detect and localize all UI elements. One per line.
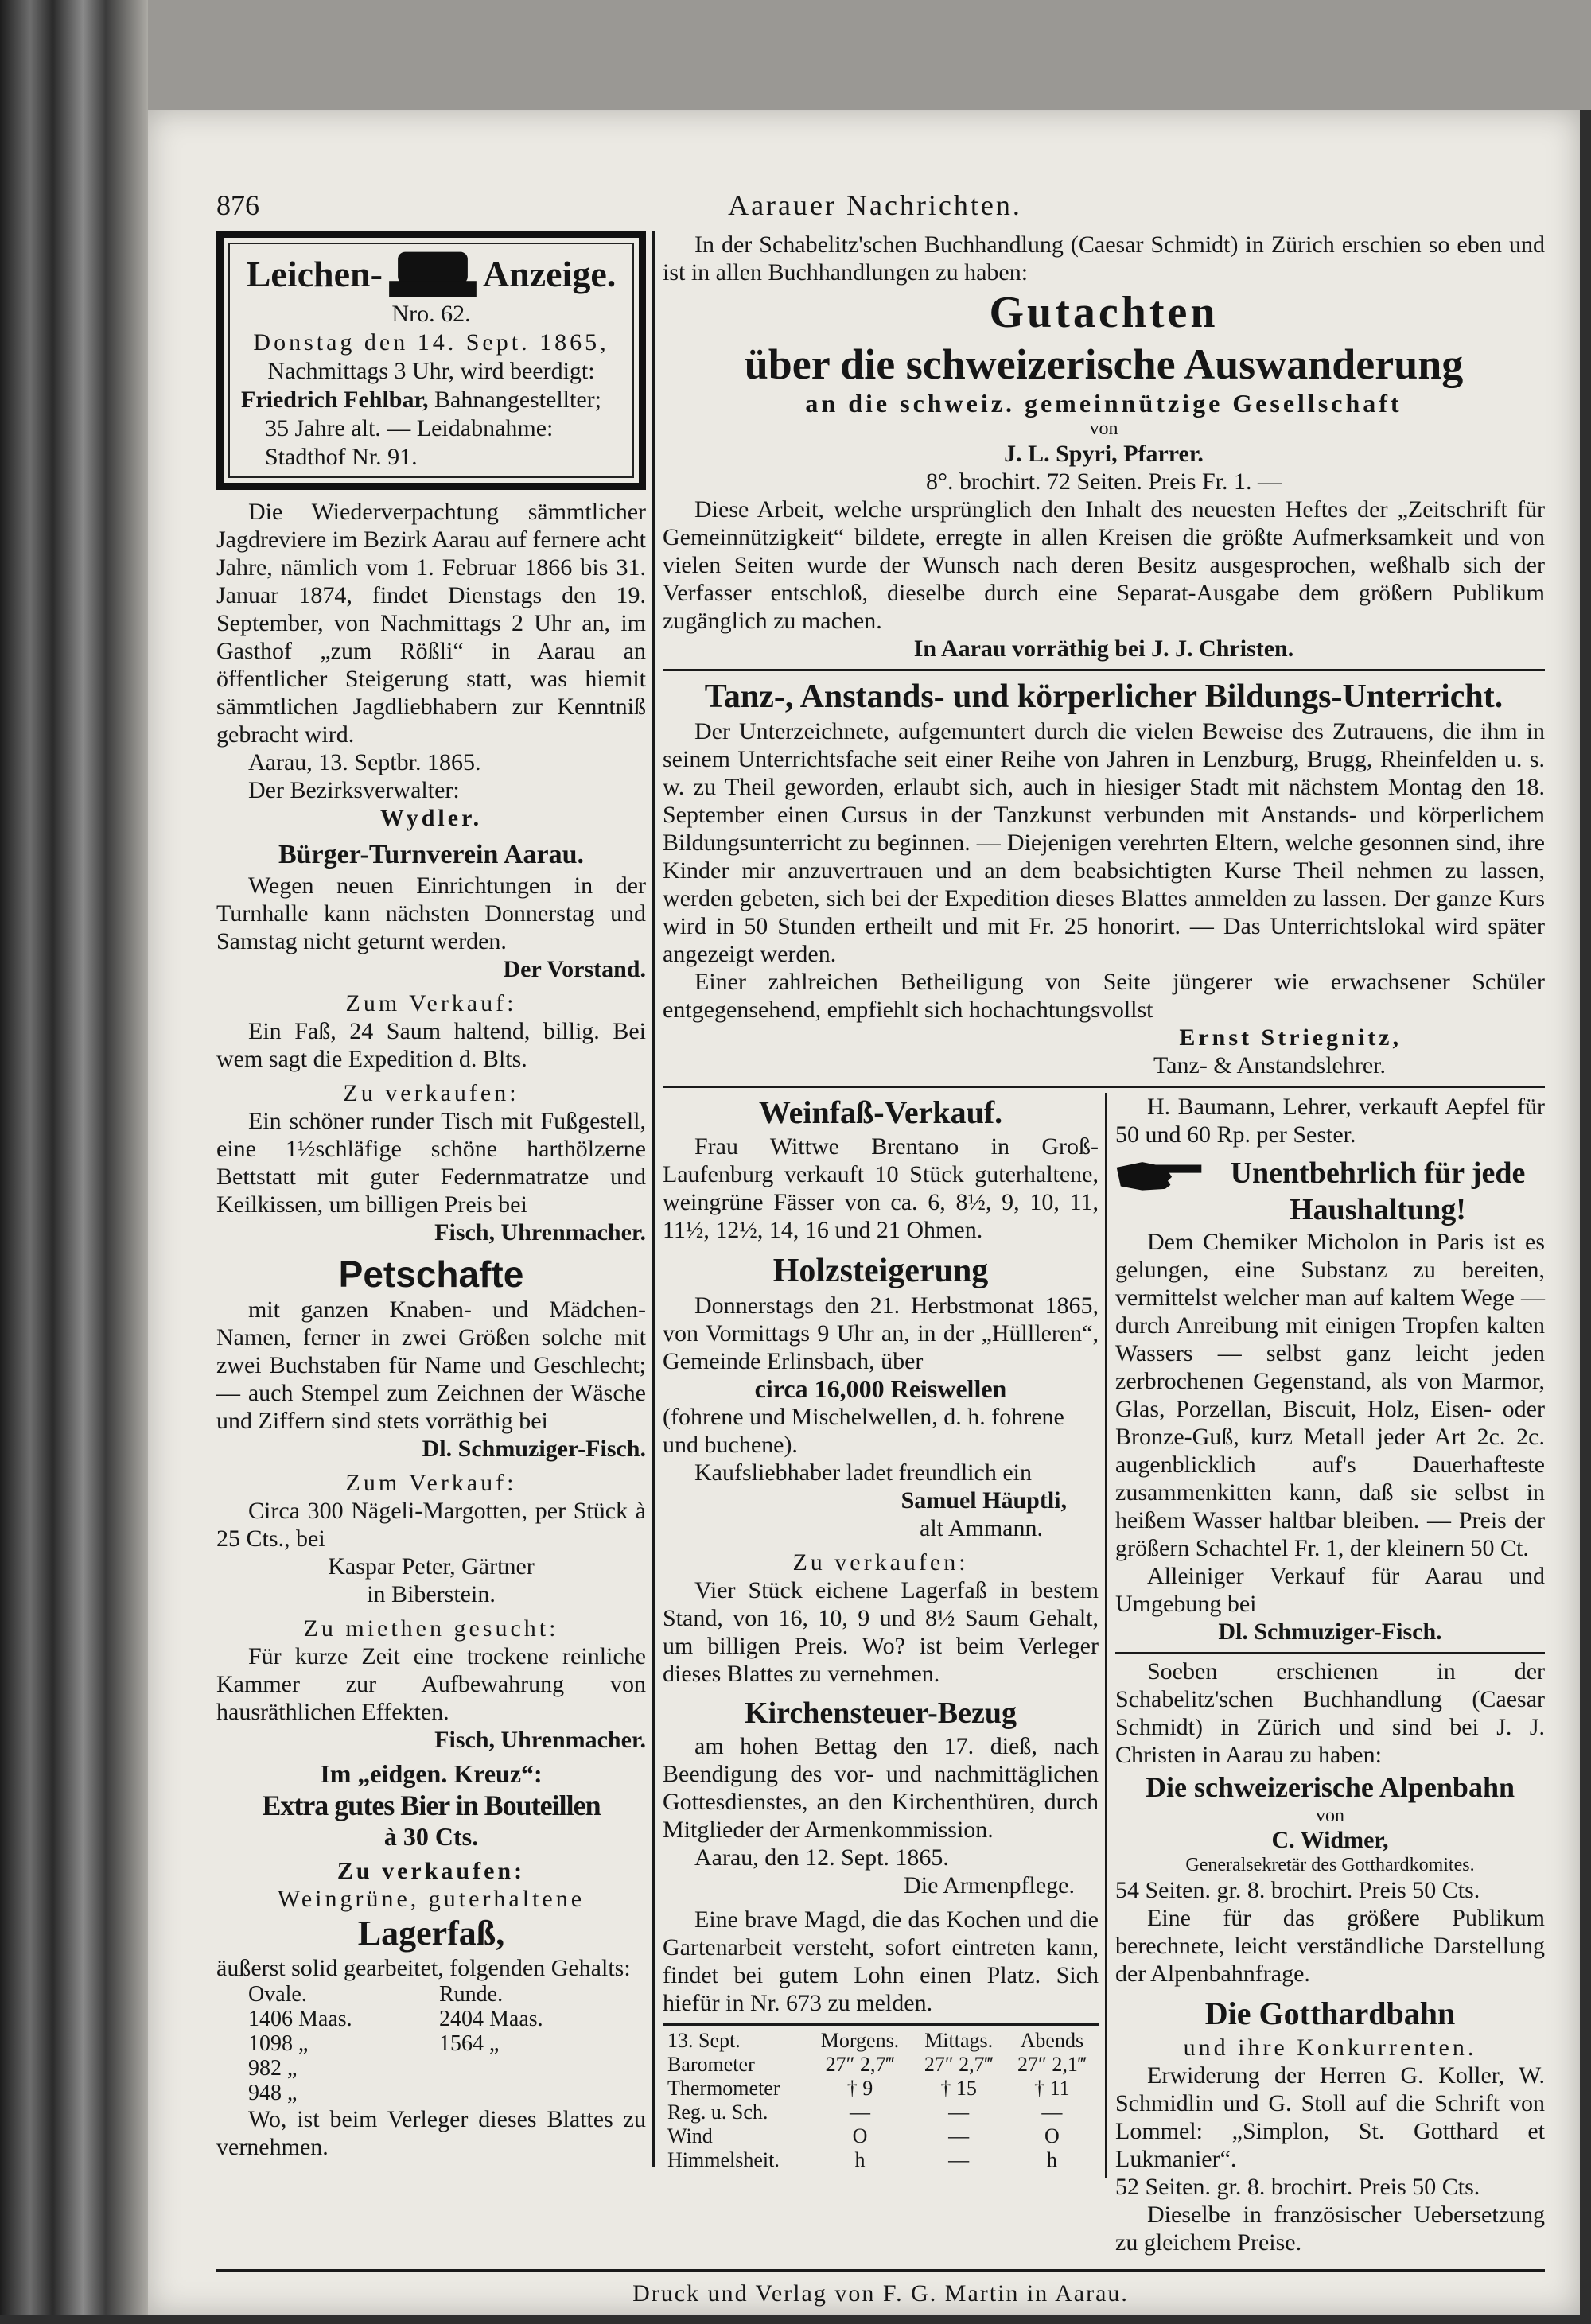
ad-title: Zu verkaufen:: [343, 1080, 519, 1106]
book-title: Die Gotthardbahn: [1204, 1996, 1456, 2031]
signature: Dl. Schmuziger-Fisch.: [1218, 1619, 1442, 1645]
ad-price: à 30 Cts.: [383, 1822, 479, 1851]
coffin-icon: [389, 249, 477, 300]
dance-lessons-ad: [663, 676, 1545, 1079]
right-area: [655, 231, 1545, 2263]
cask-sale-ad: [216, 1857, 646, 2161]
section-rule: [663, 669, 1545, 671]
deceased-age: 35 Jahre alt. — Leidabnahme:: [265, 415, 554, 441]
table-row: [663, 2148, 1099, 2172]
signature: Dl. Schmuziger-Fisch.: [422, 1436, 646, 1462]
ad-text: Eine für das größere Publikum berechnete, leicht verständliche Darstellung der Alpenbahnfrage.: [1115, 1905, 1545, 1987]
seller-place: in Biberstein.: [367, 1581, 496, 1607]
row-label: Wind: [667, 2124, 713, 2147]
signature-role: Tanz- & Anstandslehrer.: [1153, 1052, 1386, 1078]
book-by: von: [1089, 418, 1118, 439]
table-cell: 982 „: [248, 2056, 298, 2081]
ad-text: Einer zahlreichen Betheiligung von Seite jüngerer wie erwachsener Schüler entgegensehend, empfiehlt sich hochachtungsvollst: [663, 969, 1545, 1023]
signature: Fisch, Uhrenmacher.: [434, 1727, 646, 1753]
seals-ad: [216, 1253, 646, 1463]
apple-sale-ad: [1115, 1093, 1545, 1148]
cask-sale-ad-2: [663, 1549, 1099, 1688]
table-cell: † 9: [846, 2077, 873, 2100]
funeral-title: Anzeige.: [482, 254, 617, 294]
cask-table: [216, 1982, 646, 2105]
ad-place: Im „eidgen. Kreuz“:: [320, 1759, 543, 1788]
column-header: Morgens.: [820, 2029, 900, 2052]
table-cell: h: [854, 2148, 866, 2171]
signature: Fisch, Uhrenmacher.: [434, 1219, 646, 1246]
ad-text: Frau Wittwe Brentano in Groß-Laufenburg verkauft 10 Stück guterhaltene, weingrüne Fässer von ca. 6, 8½, 9, 10, 11, 11½, 12½, 14, 16 und 21 Ohmen.: [663, 1133, 1099, 1243]
ad-title: Zu verkaufen:: [792, 1549, 969, 1576]
ad-title: Zu miethen gesucht:: [303, 1615, 559, 1642]
book-details: 54 Seiten. gr. 8. brochirt. Preis 50 Cts.: [1115, 1877, 1480, 1903]
notice-date: Aarau, den 12. Sept. 1865.: [694, 1844, 949, 1871]
ad-intro: In der Schabelitz'schen Buchhandlung (Caesar Schmidt) in Zürich erschien so eben und ist in allen Buchhandlungen zu haben:: [663, 231, 1545, 286]
ad-title: Weinfaß-Verkauf.: [758, 1094, 1003, 1130]
funeral-title: Leichen-: [246, 254, 383, 294]
wine-barrel-ad: [663, 1093, 1099, 1244]
table-cell: —: [948, 2124, 970, 2147]
masthead: Aarauer Nachrichten.: [728, 189, 1022, 221]
book-details: 52 Seiten. gr. 8. brochirt. Preis 50 Cts.: [1115, 2174, 1480, 2200]
notice-role: Der Bezirksverwalter:: [248, 777, 460, 803]
funeral-place: Stadthof Nr. 91.: [265, 444, 418, 470]
wood-auction-ad: [663, 1250, 1099, 1542]
funeral-notice: [216, 231, 646, 490]
book-ad-auswanderung: [663, 231, 1545, 663]
signature: Die Armenpflege.: [904, 1872, 1075, 1898]
maid-wanted-ad: [663, 1906, 1099, 2017]
signature-role: alt Ammann.: [920, 1515, 1043, 1541]
notice-number: Nro. 62.: [391, 301, 471, 327]
table-cell: 1406 Maas.: [248, 2007, 352, 2031]
ad-text: Vier Stück eichene Lagerfaß in bestem Stand, von 16, 10, 9 und 8½ Saum Gehalt, um billigen Preis. Wo? ist beim Verleger dieses Blattes zu vernehmen.: [663, 1577, 1099, 1687]
page-header: [216, 188, 1545, 223]
ad-text: am hohen Bettag den 17. dieß, nach Beendigung des vor- und nachmittäglichen Gottesdienstes, an den Kirchenthüren, durch Mitglieder der Armenkommission.: [663, 1733, 1099, 1843]
table-cell: † 15: [940, 2077, 977, 2100]
book-author: J. L. Spyri, Pfarrer.: [1004, 441, 1204, 467]
table-cell: 27″ 2,7‴: [924, 2053, 994, 2076]
ad-item: Lagerfaß,: [357, 1914, 505, 1953]
funeral-date: Donstag den 14. Sept. 1865,: [253, 329, 609, 356]
table-row: [663, 2077, 1099, 2101]
ad-stock: In Aarau vorräthig bei J. J. Christen.: [913, 635, 1294, 662]
ad-title: Bürger-Turnverein Aarau.: [278, 840, 585, 869]
table-cell: O: [852, 2124, 868, 2147]
row-label: Reg. u. Sch.: [667, 2101, 768, 2124]
table-cell: 27″ 2,7‴: [825, 2053, 895, 2076]
book-subtitle: über die schweizerische Auswanderung: [744, 340, 1464, 388]
church-tax-notice: [663, 1694, 1099, 1899]
right-column: [1107, 1093, 1545, 2263]
table-cell: —: [948, 2101, 970, 2124]
ad-text: Der Unterzeichnete, aufgemuntert durch die vielen Beweise des Zutrauens, die ihm in seinem Unterrichtsfache seit einer Reihe von Jahren in Lenzburg, Brugg, Rheinfelden u. s. w. zu Theil geworden, erlaubt sich, auch in hiesiger Stadt mit nächstem Montag den 18. September einen Cursus in der Tanzkunst verbunden mit Anstands- und körperlichem Bildungsunterricht zu beginnen. — Diejenigen verehrten Eltern, welche gesonnen sind, ihre Kinder mir anzuvertrauen und an dem beabsichtigten Kurse Theil nehmen zu lassen, werden gebeten, sich bei der Expedition dieses Blattes anmelden zu lassen. Der ganze Kurs wird in 50 Stunden ertheilt und mit Fr. 25 honorirt. — Das Unterrichtslokal wird später angezeigt werden.: [663, 718, 1545, 967]
funeral-time: Nachmittags 3 Uhr, wird beerdigt:: [267, 358, 595, 384]
ad-text: (fohrene und Mischelwellen, d. h. fohrene und buchene).: [663, 1404, 1064, 1458]
ad-text: Dieselbe in französischer Uebersetzung zu gleichem Preise.: [1115, 2202, 1545, 2256]
table-cell: 27″ 2,1‴: [1017, 2053, 1087, 2076]
ad-text: Erwiderung der Herren G. Koller, W. Schmidlin und G. Stoll auf die Schrift von Lommel: „Simplon, St. Gotthard et Lukmanier“.: [1115, 2062, 1545, 2172]
weather-report: [663, 2023, 1099, 2172]
ad-title: Kirchensteuer-Bezug: [745, 1696, 1017, 1730]
turnverein-notice: [216, 838, 646, 983]
ad-title: Holzsteigerung: [772, 1253, 989, 1289]
hunting-lease-notice: [216, 498, 646, 832]
row-label: Himmelsheit.: [667, 2148, 780, 2171]
ad-text: Dem Chemiker Micholon in Paris ist es gelungen, eine Substanz zu bereiten, vermittelst welcher man auf kaltem Wege — durch Anreibung mit einigen Tropfen kalten Wassers — selbst ganz leicht jeden zerbrochenen Gegenstand, als von Marmor, Glas, Porzellan, Biscuit, Holz, Eisen- oder Bronze-Guß, kurz Metall jeder Art 2c. 2c. augenblicklich auf's Dauerhafteste zusammenkitten kann, daß sie selbst in heißem Wasser haltbar bleiben. — Preis der größern Schachtel Fr. 1, der kleinern 50 Ct.: [1115, 1229, 1545, 1561]
table-cell: —: [1041, 2101, 1063, 2124]
ad-title: Zum Verkauf:: [345, 1470, 517, 1496]
book-title: Die schweizerische Alpenbahn: [1146, 1771, 1515, 1803]
pointing-hand-icon: [1115, 1155, 1203, 1196]
table-row: [663, 2053, 1099, 2077]
book-title: Gutachten: [989, 288, 1219, 337]
ad-text: H. Baumann, Lehrer, verkauft Aepfel für 50 und 60 Rp. per Sester.: [1115, 1094, 1545, 1148]
column-header: Ovale.: [248, 1982, 307, 2007]
book-by: von: [1316, 1805, 1344, 1826]
ad-title: Tanz-, Anstands- und körperlicher Bildungs-Unterricht.: [704, 678, 1503, 715]
ad-title: Unentbehrlich für jede Haushaltung!: [1230, 1156, 1526, 1226]
ad-invite: Kaufsliebhaber ladet freundlich ein: [694, 1459, 1032, 1486]
table-sale-ad: [216, 1079, 646, 1246]
ad-subtitle: Weingrüne, guterhaltene: [277, 1886, 585, 1912]
table-cell: 1564 „: [439, 2031, 500, 2056]
ad-text: Alleiniger Verkauf für Aarau und Umgebung bei: [1115, 1563, 1545, 1617]
room-wanted-ad: [216, 1615, 646, 1754]
author-role: Generalsekretär des Gotthardkomites.: [1185, 1855, 1475, 1875]
book-ad-alpenbahn: [1115, 1652, 1545, 1988]
carnation-sale-ad: [216, 1469, 646, 1608]
ad-amount: circa 16,000 Reiswellen: [754, 1374, 1007, 1403]
row-label: Thermometer: [667, 2077, 780, 2100]
ad-footer: Wo, ist beim Verleger dieses Blattes zu vernehmen.: [216, 2106, 646, 2160]
page-content: [216, 0, 1545, 2324]
table-cell: O: [1044, 2124, 1060, 2147]
table-cell: 948 „: [248, 2081, 298, 2105]
ad-text: mit ganzen Knaben- und Mädchen-Namen, ferner in zwei Größen solche mit zwei Buchstaben für Name und Geschlecht; — auch Stempel zum Zeichnen der Wäsche und Ziffern sind stets vorräthig bei: [216, 1296, 646, 1434]
table-cell: h: [1046, 2148, 1057, 2171]
imprint: Druck und Verlag von F. G. Martin in Aarau.: [216, 2269, 1545, 2308]
ad-text: Wegen neuen Einrichtungen in der Turnhalle kann nächsten Donnerstag und Samstag nicht geturnt werden.: [216, 872, 646, 954]
table-cell: —: [849, 2101, 870, 2124]
middle-column: [663, 1093, 1107, 2178]
ad-text: Ein schöner runder Tisch mit Fußgestell, eine 1½schläfige schöne harthölzerne Bettstatt mit guter Federnmatratze und Keilkissen, um billigen Preis bei: [216, 1108, 646, 1218]
row-label: Barometer: [667, 2053, 755, 2076]
column-header: Mittags.: [924, 2029, 994, 2052]
ad-text: Donnerstags den 21. Herbstmonat 1865, von Vormittags 9 Uhr an, in der „Hüllleren“, Gemeinde Erlinsbach, über: [663, 1292, 1099, 1374]
page-number: 876: [216, 189, 259, 221]
notice-text: Die Wiederverpachtung sämmtlicher Jagdreviere im Bezirk Aarau auf fernere acht Jahre, nämlich vom 1. Februar 1866 bis 31. Januar 1874, findet Dienstags den 19. September, von Nachmittags 2 Uhr an, im Gasthof „zum Rößli“ in Aarau an öffentlicher Steigerung statt, was hiemit sämmtlichen Jagdliebhabern zur Kenntniß gebracht wird.: [216, 499, 646, 748]
ad-text: Circa 300 Nägeli-Margotten, per Stück à 25 Cts., bei: [216, 1498, 646, 1552]
weather-date: 13. Sept.: [667, 2029, 741, 2052]
signature: Der Vorstand.: [503, 956, 646, 982]
table-cell: 2404 Maas.: [439, 2007, 543, 2031]
ad-intro: Soeben erschienen in der Schabelitz'schen Buchhandlung (Caesar Schmidt) in Zürich und sind bei J. J. Christen in Aarau zu haben:: [1115, 1658, 1545, 1768]
ad-text: Ein Faß, 24 Saum haltend, billig. Bei wem sagt die Expedition d. Blts.: [216, 1018, 646, 1072]
table-header-row: [663, 2029, 1099, 2053]
book-details: 8°. brochirt. 72 Seiten. Preis Fr. 1. —: [926, 468, 1282, 495]
ad-text: äußerst solid gearbeitet, folgenden Gehalts:: [216, 1955, 631, 1981]
columns: [216, 231, 1545, 2263]
ad-text: Für kurze Zeit eine trockene reinliche Kammer zur Aufbewahrung von hausräthlichen Effekten.: [216, 1643, 646, 1725]
table-row: [663, 2124, 1099, 2148]
table-cell: —: [948, 2148, 970, 2171]
book-author: C. Widmer,: [1271, 1827, 1389, 1853]
ad-title: Zum Verkauf:: [345, 990, 517, 1016]
column-header: Abends: [1020, 2029, 1084, 2052]
signature: Wydler.: [379, 805, 483, 831]
beer-ad: [216, 1760, 646, 1851]
book-addressee: an die schweiz. gemeinnützige Gesellschaft: [805, 389, 1402, 418]
ad-title: Extra gutes Bier in Bouteillen: [262, 1790, 601, 1821]
signature: Samuel Häuptli,: [901, 1487, 1067, 1514]
seller: Kaspar Peter, Gärtner: [328, 1553, 535, 1580]
table-cell: † 11: [1034, 2077, 1070, 2100]
signature: Ernst Striegnitz,: [1179, 1024, 1402, 1051]
left-column: [216, 231, 655, 2167]
lower-columns: [663, 1086, 1545, 2263]
barrel-sale-ad: [216, 989, 646, 1073]
ad-text: Diese Arbeit, welche ursprünglich den Inhalt des neuesten Heftes der „Zeitschrift für Gemeinnützigkeit“ bildete, erregte in allen Kreisen die größte Aufmerksamkeit und von vielen Seiten wurde der Wunsch nach deren Besitz ausgesprochen, weßhalb sich der Verfasser entschloß, dieselbe durch eine Separat-Ausgabe dem größern Publikum zugänglich zu machen.: [663, 496, 1545, 634]
column-header: Runde.: [439, 1982, 504, 2007]
table-row: [663, 2101, 1099, 2124]
ad-title: Zu verkaufen:: [336, 1858, 526, 1884]
deceased-name: Friedrich Fehlbar,: [241, 387, 429, 413]
book-ad-gotthardbahn: [1115, 1994, 1545, 2256]
table-cell: 1098 „: [248, 2031, 309, 2056]
scanner-edge: [0, 0, 151, 2315]
glue-ad: [1115, 1155, 1545, 1646]
book-subtitle: und ihre Konkurrenten.: [1183, 2034, 1477, 2061]
ad-title: Petschafte: [338, 1253, 524, 1295]
ad-text: Eine brave Magd, die das Kochen und die Gartenarbeit versteht, sofort eintreten kann, findet bei gutem Lohn einen Platz. Sich hiefür in Nr. 673 zu melden.: [663, 1906, 1099, 2016]
notice-date: Aarau, 13. Septbr. 1865.: [248, 749, 481, 775]
deceased-occupation: Bahnangestellter;: [434, 387, 601, 413]
